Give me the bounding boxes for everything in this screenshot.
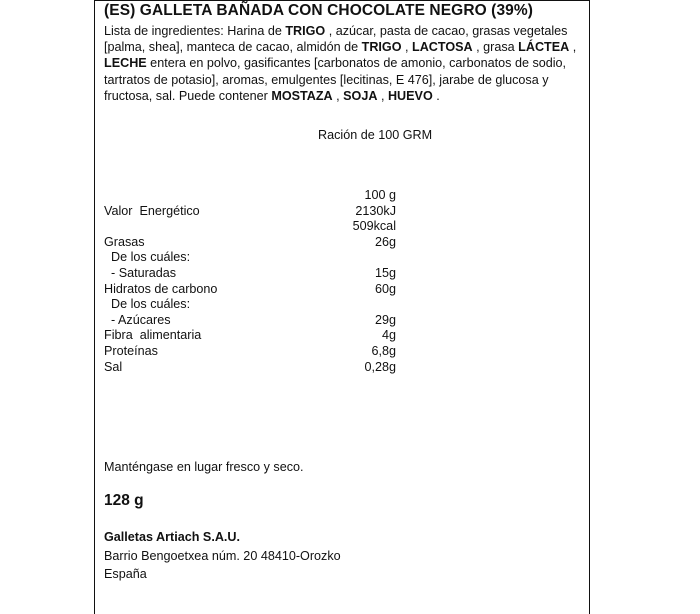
company-address: Barrio Bengoetxea núm. 20 48410-Orozko bbox=[104, 549, 341, 563]
ingredients-list bbox=[104, 23, 586, 104]
allergen-text: TRIGO bbox=[285, 24, 326, 38]
nutrient-label: - Saturadas bbox=[104, 266, 177, 280]
ingredient-text: , bbox=[401, 40, 413, 55]
net-weight: 128 g bbox=[104, 492, 144, 509]
company-name: Galletas Artiach S.A.U. bbox=[104, 530, 241, 544]
product-title: (ES) GALLETA BAÑADA CON CHOCOLATE NEGRO (39%) bbox=[104, 2, 534, 19]
nutrient-label: Valor Energético bbox=[104, 203, 200, 218]
allergen-text: MOSTAZA bbox=[271, 88, 333, 103]
ingredient-text: , bbox=[332, 88, 344, 103]
storage-instructions: Manténgase en lugar fresco y seco. bbox=[104, 460, 304, 474]
company-country: España bbox=[104, 567, 147, 581]
nutrient-label: De los cuáles: bbox=[104, 250, 191, 265]
ingredient-text: , grasa bbox=[472, 40, 519, 55]
nutrient-label: Grasas bbox=[104, 234, 145, 249]
nutrient-value: 60g bbox=[374, 281, 396, 296]
nutrient-label: Sal bbox=[104, 359, 123, 374]
ingredient-text: entera en polvo, gasificantes [carbonatos de amonio, carbonatos de sodio, tartratos de potasio], aromas, emulgentes [lecitinas, E 476], jarabe de glucosa y fructosa, sal. Puede contener bbox=[104, 56, 567, 103]
ingredient-text: , bbox=[569, 40, 577, 55]
allergen-text: SOJA bbox=[343, 88, 378, 103]
nutrient-label: De los cuáles: bbox=[104, 297, 191, 312]
nutrient-label: Hidratos de carbono bbox=[104, 281, 218, 296]
allergen-text: LÁCTEA bbox=[518, 40, 570, 55]
nutrient-value: 0,28g bbox=[364, 359, 396, 374]
nutrient-value: 4g bbox=[381, 328, 396, 343]
nutrition-header: 100 g bbox=[364, 188, 396, 202]
allergen-text: TRIGO bbox=[361, 40, 402, 55]
allergen-text: LECHE bbox=[104, 56, 147, 71]
nutrient-value: 6,8g bbox=[371, 344, 396, 358]
nutrient-value: 26g bbox=[374, 234, 396, 249]
ingredient-text: Lista de ingredientes: Harina de bbox=[104, 24, 286, 38]
nutrient-value: 15g bbox=[374, 266, 396, 280]
nutrient-label: Fibra alimentaria bbox=[104, 328, 202, 343]
allergen-text: HUEVO bbox=[387, 88, 433, 103]
ingredient-text: , azúcar, pasta de cacao, grasas vegetales [palma, shea], manteca de cacao, almidón de bbox=[104, 24, 568, 55]
nutrient-label: - Azúcares bbox=[104, 312, 171, 327]
nutrient-label: Proteínas bbox=[104, 344, 158, 358]
serving-size: Ración de 100 GRM bbox=[318, 128, 433, 142]
allergen-text: LACTOSA bbox=[412, 40, 473, 55]
ingredient-text: , bbox=[377, 88, 388, 103]
ingredient-text: . bbox=[432, 88, 440, 103]
nutrient-value: 2130kJ bbox=[355, 203, 396, 218]
nutrient-value: 29g bbox=[374, 312, 396, 327]
nutrient-value: 509kcal bbox=[352, 219, 396, 234]
